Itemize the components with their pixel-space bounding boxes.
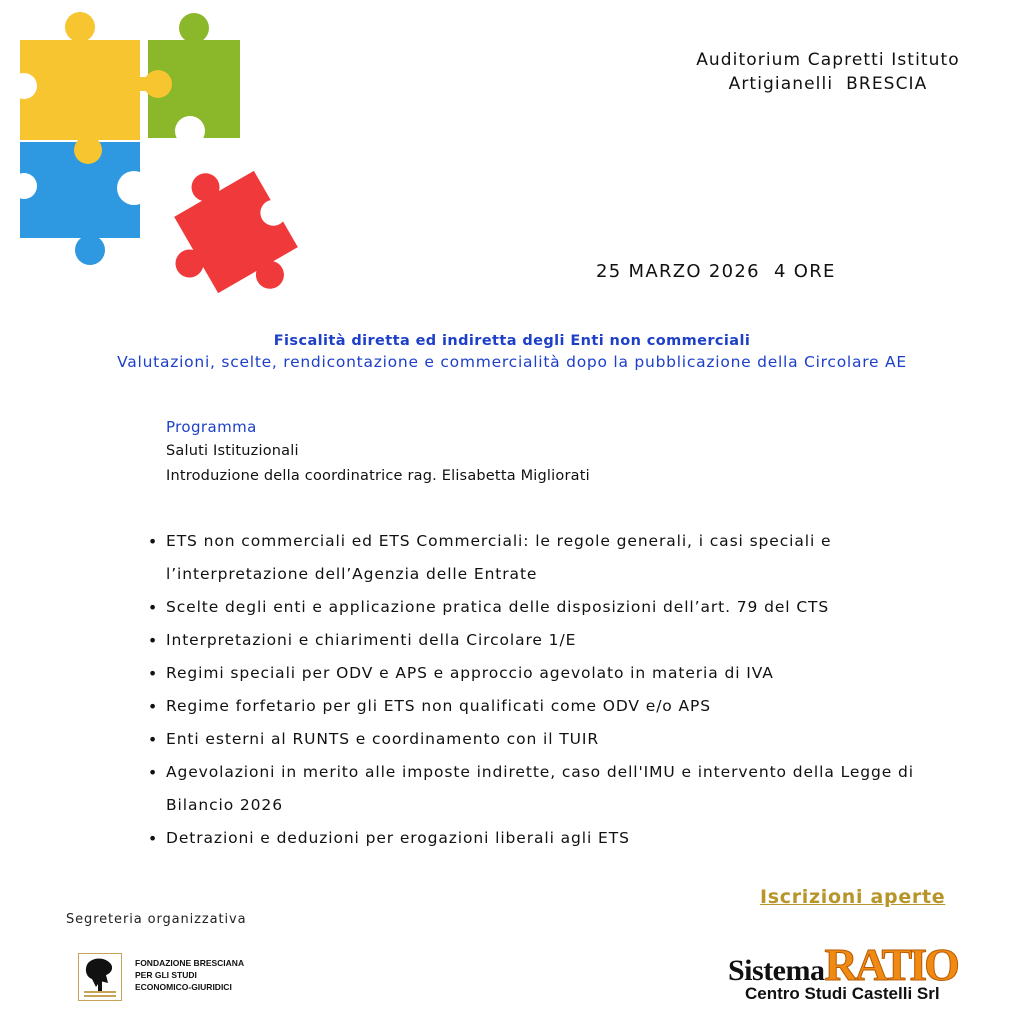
list-item [140,723,940,756]
event-date: 25 MARZO 2026 4 ORE [596,261,836,282]
logo-word-sistema: Sistema [728,954,825,987]
bullet-icon: • [147,763,159,782]
foundation-line-2: PER GLI STUDI [135,970,197,980]
foundation-logo-icon [78,953,122,1001]
venue-line-1: Auditorium Capretti Istituto [696,50,960,70]
venue-line-2: Artigianelli BRESCIA [728,74,928,94]
program-heading: Programma [166,418,257,436]
bullet-icon: • [147,598,159,617]
red-puzzle-piece [141,146,317,310]
topic-text: ETS non commerciali ed ETS Commerciali: le regole generali, i casi speciali e l’interpretazione dell’Agenzia delle Entrate [166,532,832,583]
yellow-puzzle-piece [11,12,172,164]
list-item [140,756,940,822]
foundation-line-3: ECONOMICO-GIURIDICI [135,982,232,992]
program-intro-greetings: Saluti Istituzionali [166,443,299,459]
topic-text: Scelte degli enti e applicazione pratica delle disposizioni dell’art. 79 del CTS [166,598,830,616]
list-item [140,822,940,855]
program-topics-list [140,525,940,855]
list-item [140,624,940,657]
bullet-icon: • [147,631,159,650]
bullet-icon: • [147,664,159,683]
list-item [140,525,940,591]
bullet-icon: • [147,829,159,848]
course-subtitle: Valutazioni, scelte, rendicontazione e commercialità dopo la pubblicazione della Circolare AE [117,353,907,371]
puzzle-pieces-illustration [0,0,320,310]
topic-text: Regime forfetario per gli ETS non qualificati come ODV e/o APS [166,697,712,715]
list-item [140,690,940,723]
registration-open-link[interactable]: Iscrizioni aperte [760,886,946,908]
bullet-icon: • [147,730,159,749]
foundation-name [135,957,244,993]
topic-text: Detrazioni e deduzioni per erogazioni liberali agli ETS [166,829,630,847]
list-item [140,591,940,624]
logo-subtitle: Centro Studi Castelli Srl [745,984,940,1003]
course-title: Fiscalità diretta ed indiretta degli Enti non commerciali [273,333,751,349]
topic-text: Enti esterni al RUNTS e coordinamento con il TUIR [166,730,599,748]
logo-word-ratio: RATIO [824,939,957,990]
bullet-icon: • [147,532,159,551]
list-item [140,657,940,690]
secretariat-label: Segreteria organizzativa [66,912,247,927]
foundation-line-1: FONDAZIONE BRESCIANA [135,958,245,968]
topic-text: Interpretazioni e chiarimenti della Circolare 1/E [166,631,577,649]
venue [640,48,1016,96]
program-intro-coordinator: Introduzione della coordinatrice rag. Elisabetta Migliorati [166,468,590,484]
topic-text: Agevolazioni in merito alle imposte indirette, caso dell'IMU e intervento della Legge di Bilancio 2026 [166,763,914,814]
bullet-icon: • [147,697,159,716]
topic-text: Regimi speciali per ODV e APS e approccio agevolato in materia di IVA [166,664,774,682]
